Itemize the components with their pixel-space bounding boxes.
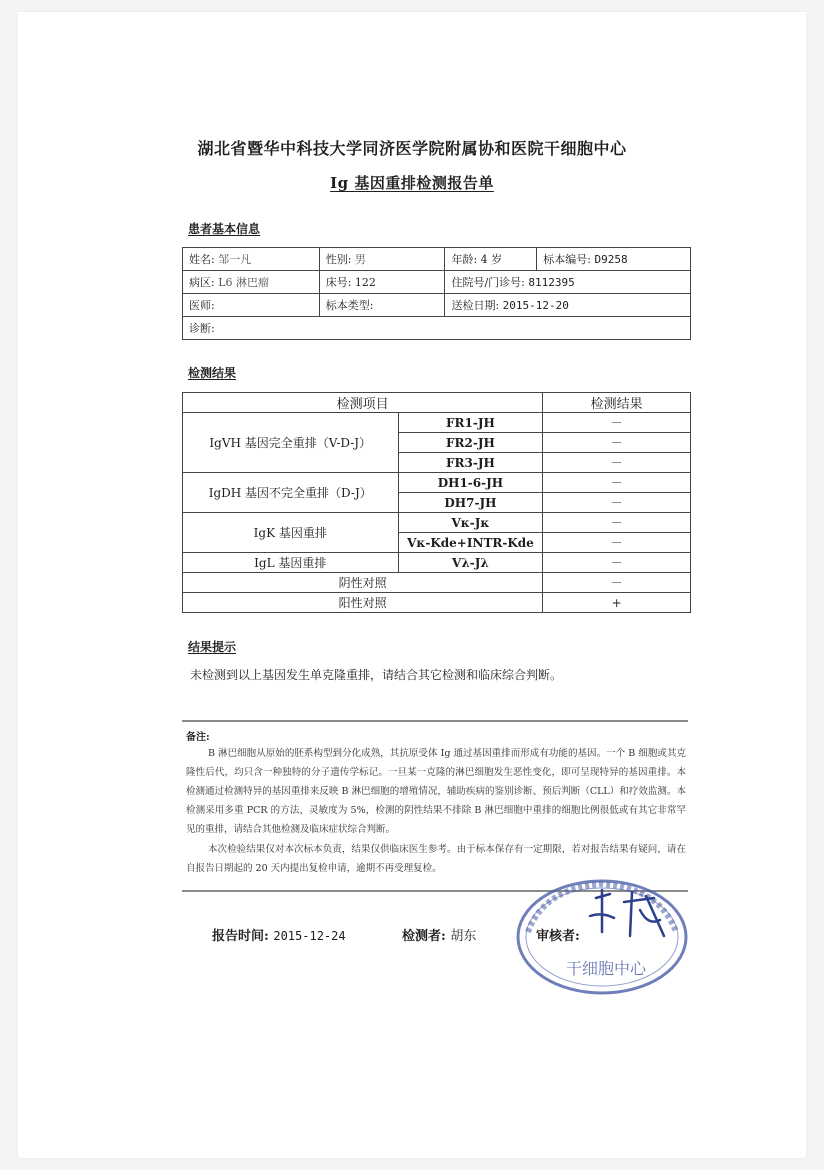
positive-control-result: + — [543, 593, 691, 613]
negative-control-result: － — [543, 573, 691, 593]
bed-cell — [319, 271, 445, 294]
diagnosis-label: 诊断: — [189, 322, 215, 335]
inpatient-label: 住院号/门诊号: — [451, 276, 525, 289]
doctor-label: 医师: — [189, 299, 215, 312]
patient-section-label: 患者基本信息 — [188, 222, 261, 236]
name-label: 姓名: — [189, 253, 215, 266]
sub-item: FR3-JH — [398, 453, 543, 473]
sample-type-label: 标本类型: — [325, 299, 374, 312]
group-name: IgL 基因重排 — [183, 553, 399, 573]
hint-section-label: 结果提示 — [188, 640, 237, 654]
divider — [182, 720, 688, 722]
result-value: － — [543, 413, 691, 433]
sub-item: Vκ-Jκ — [398, 513, 543, 533]
table-row — [183, 413, 691, 433]
doctor-cell — [183, 294, 320, 317]
tester — [402, 925, 476, 944]
report-title: Ig 基因重排检测报告单 — [330, 174, 494, 192]
result-value: － — [543, 453, 691, 473]
reviewer-signature — [590, 890, 664, 936]
sub-item: DH7-JH — [398, 493, 543, 513]
sex-label: 性别: — [325, 253, 352, 266]
sub-item: FR1-JH — [398, 413, 543, 433]
hint-text: 未检测到以上基因发生单克隆重排，请结合其它检测和临床综合判断。 — [190, 668, 563, 682]
ward-value: L6 淋巴瘤 — [218, 276, 270, 289]
official-seal-icon — [514, 876, 690, 998]
sample-no-value: D9258 — [594, 253, 628, 266]
patient-info-table — [182, 247, 691, 340]
bed-value: 122 — [354, 276, 376, 289]
result-value: － — [543, 513, 691, 533]
report-time-label: 报告时间: — [212, 929, 269, 944]
name-value: 邹一凡 — [218, 253, 252, 266]
send-date-label: 送检日期: — [451, 299, 500, 312]
results-section-label: 检测结果 — [188, 366, 237, 380]
sub-item: FR2-JH — [398, 433, 543, 453]
group-name: IgK 基因重排 — [183, 513, 399, 553]
hospital-title: 湖北省暨华中科技大学同济医学院附属协和医院干细胞中心 — [197, 139, 627, 158]
table-row — [183, 573, 691, 593]
ward-label: 病区: — [189, 276, 215, 289]
group-name: IgVH 基因完全重排（V-D-J） — [183, 413, 399, 473]
notes-paragraph-1: B 淋巴细胞从原始的胚系构型到分化成熟，其抗原受体 Ig 通过基因重排而形成有功能的基因。一个 B 细胞或其克隆性后代，均只含一种独特的分子遗传学标记。一旦某一克隆的淋巴细胞发生恶性变化，即可呈现特异的基因重排。本检测通过检测特异的基因重排来反映 B 淋巴细胞的增殖情况，辅助疾病的鉴别诊断、预后判断（CLL）和疗效监测。本检测采用多重 PCR 的方法，灵敏度为 5%，检测的阴性结果不排除 B 淋巴细胞中重排的细胞比例很低或有其它非常罕见的重排，请结合其他检测及临床症状综合判断。 — [186, 748, 686, 835]
table-row — [183, 317, 691, 340]
report-time-value: 2015-12-24 — [273, 929, 346, 943]
table-row — [183, 553, 691, 573]
age-cell — [445, 248, 537, 271]
age-label: 年龄: — [451, 253, 478, 266]
sample-type-cell — [319, 294, 445, 317]
reviewer-label: 审核者: — [536, 929, 580, 944]
result-value: － — [543, 533, 691, 553]
table-row — [183, 473, 691, 493]
send-date-cell — [445, 294, 691, 317]
sex-value: 男 — [354, 253, 366, 266]
bed-label: 床号: — [325, 276, 352, 289]
table-row — [183, 248, 691, 271]
negative-control-label: 阴性对照 — [183, 573, 543, 593]
tester-value: 胡东 — [450, 929, 477, 944]
group-name: IgDH 基因不完全重排（D-J） — [183, 473, 399, 513]
sample-no-cell — [537, 248, 691, 271]
stamp-text: 干细胞中心 — [565, 959, 647, 978]
age-value: 4 岁 — [480, 253, 503, 266]
sub-item: Vλ-Jλ — [398, 553, 543, 573]
result-value: － — [543, 433, 691, 453]
table-row — [183, 393, 691, 413]
inpatient-value: 8112395 — [528, 276, 575, 289]
notes-paragraph-2: 本次检验结果仅对本次标本负责，结果仅供临床医生参考。由于标本保存有一定期限，若对报告结果有疑问，请在自报告日期起的 20 天内提出复检申请，逾期不再受理复检。 — [186, 844, 686, 874]
notes-box — [182, 720, 688, 892]
sub-item: DH1-6-JH — [398, 473, 543, 493]
inpatient-cell — [445, 271, 691, 294]
table-row — [183, 294, 691, 317]
result-value: － — [543, 493, 691, 513]
positive-control-label: 阳性对照 — [183, 593, 543, 613]
report-time — [212, 925, 346, 944]
results-table — [182, 392, 691, 613]
col-header-item: 检测项目 — [183, 393, 543, 413]
send-date-value: 2015-12-20 — [502, 299, 569, 312]
result-value: － — [543, 553, 691, 573]
ward-cell — [183, 271, 320, 294]
diagnosis-cell — [183, 317, 691, 340]
sample-no-label: 标本编号: — [543, 253, 591, 266]
name-cell — [183, 248, 320, 271]
table-row — [183, 513, 691, 533]
col-header-result: 检测结果 — [543, 393, 691, 413]
notes-label: 备注: — [186, 732, 210, 743]
tester-label: 检测者: — [402, 929, 446, 944]
result-value: － — [543, 473, 691, 493]
sub-item: Vκ-Kde+INTR-Kde — [398, 533, 543, 553]
sex-cell — [319, 248, 445, 271]
table-row — [183, 271, 691, 294]
table-row — [183, 593, 691, 613]
